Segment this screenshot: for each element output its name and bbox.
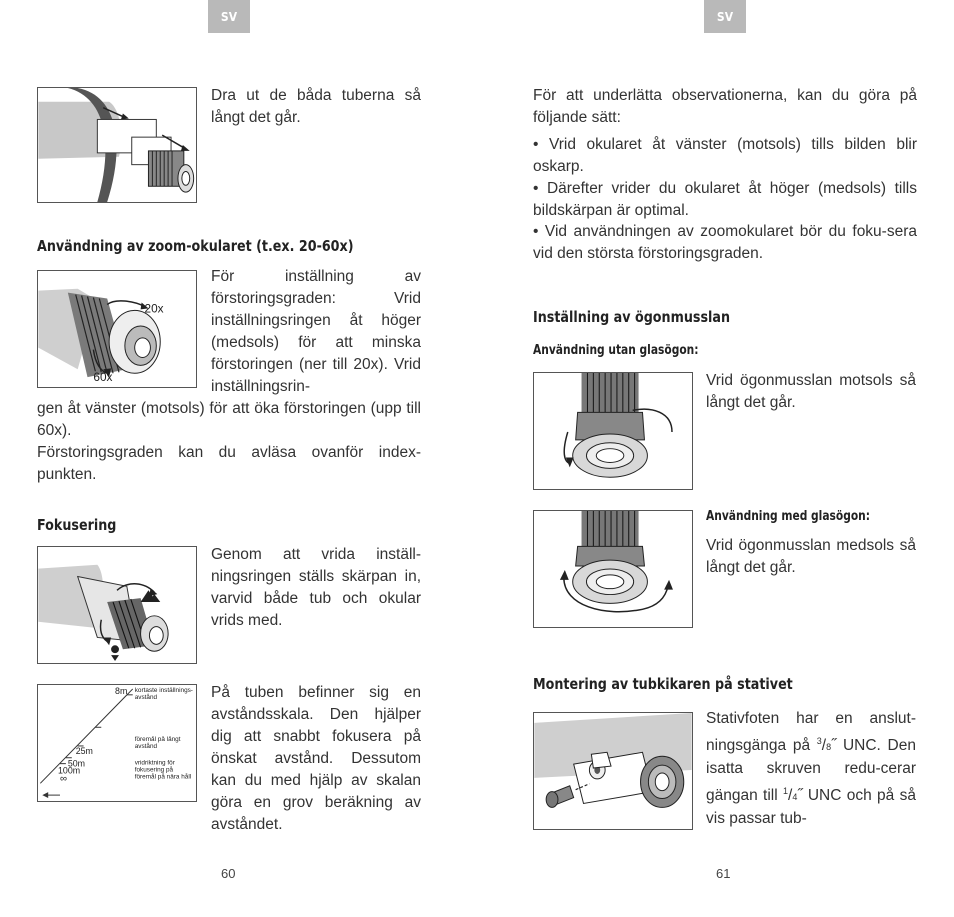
zoom-label-20x: 20x xyxy=(144,302,164,316)
distance-scale-figure xyxy=(37,684,197,802)
glasses-heading: Användning med glasögon: xyxy=(706,509,871,524)
tripod-fraction-num-1: 3 xyxy=(816,736,822,746)
pull-tubes-figure xyxy=(37,87,197,203)
bullet-2: • Därefter vrider du okularet åt höger (medsols) tills bildskärpan är optimal. xyxy=(533,180,917,219)
scale-infinity: ∞ xyxy=(59,773,67,785)
intro-text: För att underlätta observationerna, kan du göra på följande sätt: xyxy=(533,87,917,126)
tripod-text-1: Stativfoten har en anslut-ningsgänga på xyxy=(706,710,916,754)
scale-8m: 8m xyxy=(115,685,128,696)
tripod-mount-figure xyxy=(533,712,693,830)
eyecup-glasses-figure xyxy=(533,510,693,628)
eyecup-no-glasses-figure xyxy=(533,372,693,490)
zoom-text-index: Förstoringsgraden kan du avläsa ovanför index-punkten. xyxy=(37,444,421,483)
zoom-eyepiece-figure xyxy=(37,270,197,388)
no-glasses-heading: Användning utan glasögon: xyxy=(533,343,699,358)
scale-50m: 50m xyxy=(67,758,86,769)
tripod-fraction-num-2: 1 xyxy=(783,786,789,796)
tripod-fraction-den-1: 8 xyxy=(826,742,832,752)
bullet-3: • Vid användningen av zoomokularet bör du foku-sera vid den största förstoringsgraden. xyxy=(533,223,917,262)
zoom-label-60x: 60x xyxy=(93,371,113,385)
focusing-heading: Fokusering xyxy=(37,516,117,534)
bullet-1: • Vrid okularet åt vänster (motsols) tills bilden blir oskarp. xyxy=(533,136,917,175)
page-number-left: 60 xyxy=(221,866,236,881)
language-tab-right: SV xyxy=(704,0,746,33)
focusing-figure xyxy=(37,546,197,664)
tripod-text: Stativfoten har en anslut-ningsgänga på $^3$/8˝ UNC. Den isatta skruven redu-cerar gängan till $^1$/4˝ UNC och på så vis passar tub- xyxy=(706,710,916,827)
tripod-text-2: ˝ UNC. Den isatta skruven redu-cerar gängan till xyxy=(706,737,916,804)
pull-tubes-text: Dra ut de båda tuberna så långt det går. xyxy=(211,87,421,126)
scale-25m: 25m xyxy=(75,745,93,756)
scale-100m: 100m xyxy=(58,765,81,776)
page-number-right: 61 xyxy=(716,866,731,881)
glasses-text: Vrid ögonmusslan medsols så långt det går. xyxy=(706,537,916,576)
zoom-eyepiece-heading: Användning av zoom-okularet (t.ex. 20-60x) xyxy=(37,237,354,255)
distance-scale-text: På tuben befinner sig en avståndsskala. Den hjälper dig att snabbt fokusera på önskat avstånd. Dessutom kan du med hjälp av skalan göra en grov beräkning av avståndet. xyxy=(211,684,421,833)
scale-note-direction: vridriktning för fokusering på föremål på nära håll xyxy=(134,759,192,781)
language-tab-left: SV xyxy=(208,0,250,33)
focusing-text: Genom att vrida inställ-ningsringen ställs skärpan in, varvid både tub och okular vrids med. xyxy=(211,546,421,629)
scale-note-far: föremål på långt avstånd xyxy=(134,736,181,750)
tripod-fraction-den-2: 4 xyxy=(792,792,798,802)
eyecup-heading: Inställning av ögonmusslan xyxy=(533,308,730,326)
tripod-heading: Montering av tubkikaren på stativet xyxy=(533,675,793,693)
zoom-text-full: gen åt vänster (motsols) för att öka förstoringen (upp till 60x). xyxy=(37,400,421,439)
scale-note-near: kortaste inställnings- avstånd xyxy=(134,686,193,701)
flower-icon xyxy=(111,645,119,653)
zoom-text-side: För inställning av förstoringsgraden: Vrid inställningsringen åt höger (medsols) för att minska förstoringen (ner till 20x). Vrid inställningsrin- xyxy=(211,268,421,395)
no-glasses-text: Vrid ögonmusslan motsols så långt det går. xyxy=(706,372,916,411)
tripod-text-3: ˝ UNC och på så vis passar tub- xyxy=(706,787,916,827)
